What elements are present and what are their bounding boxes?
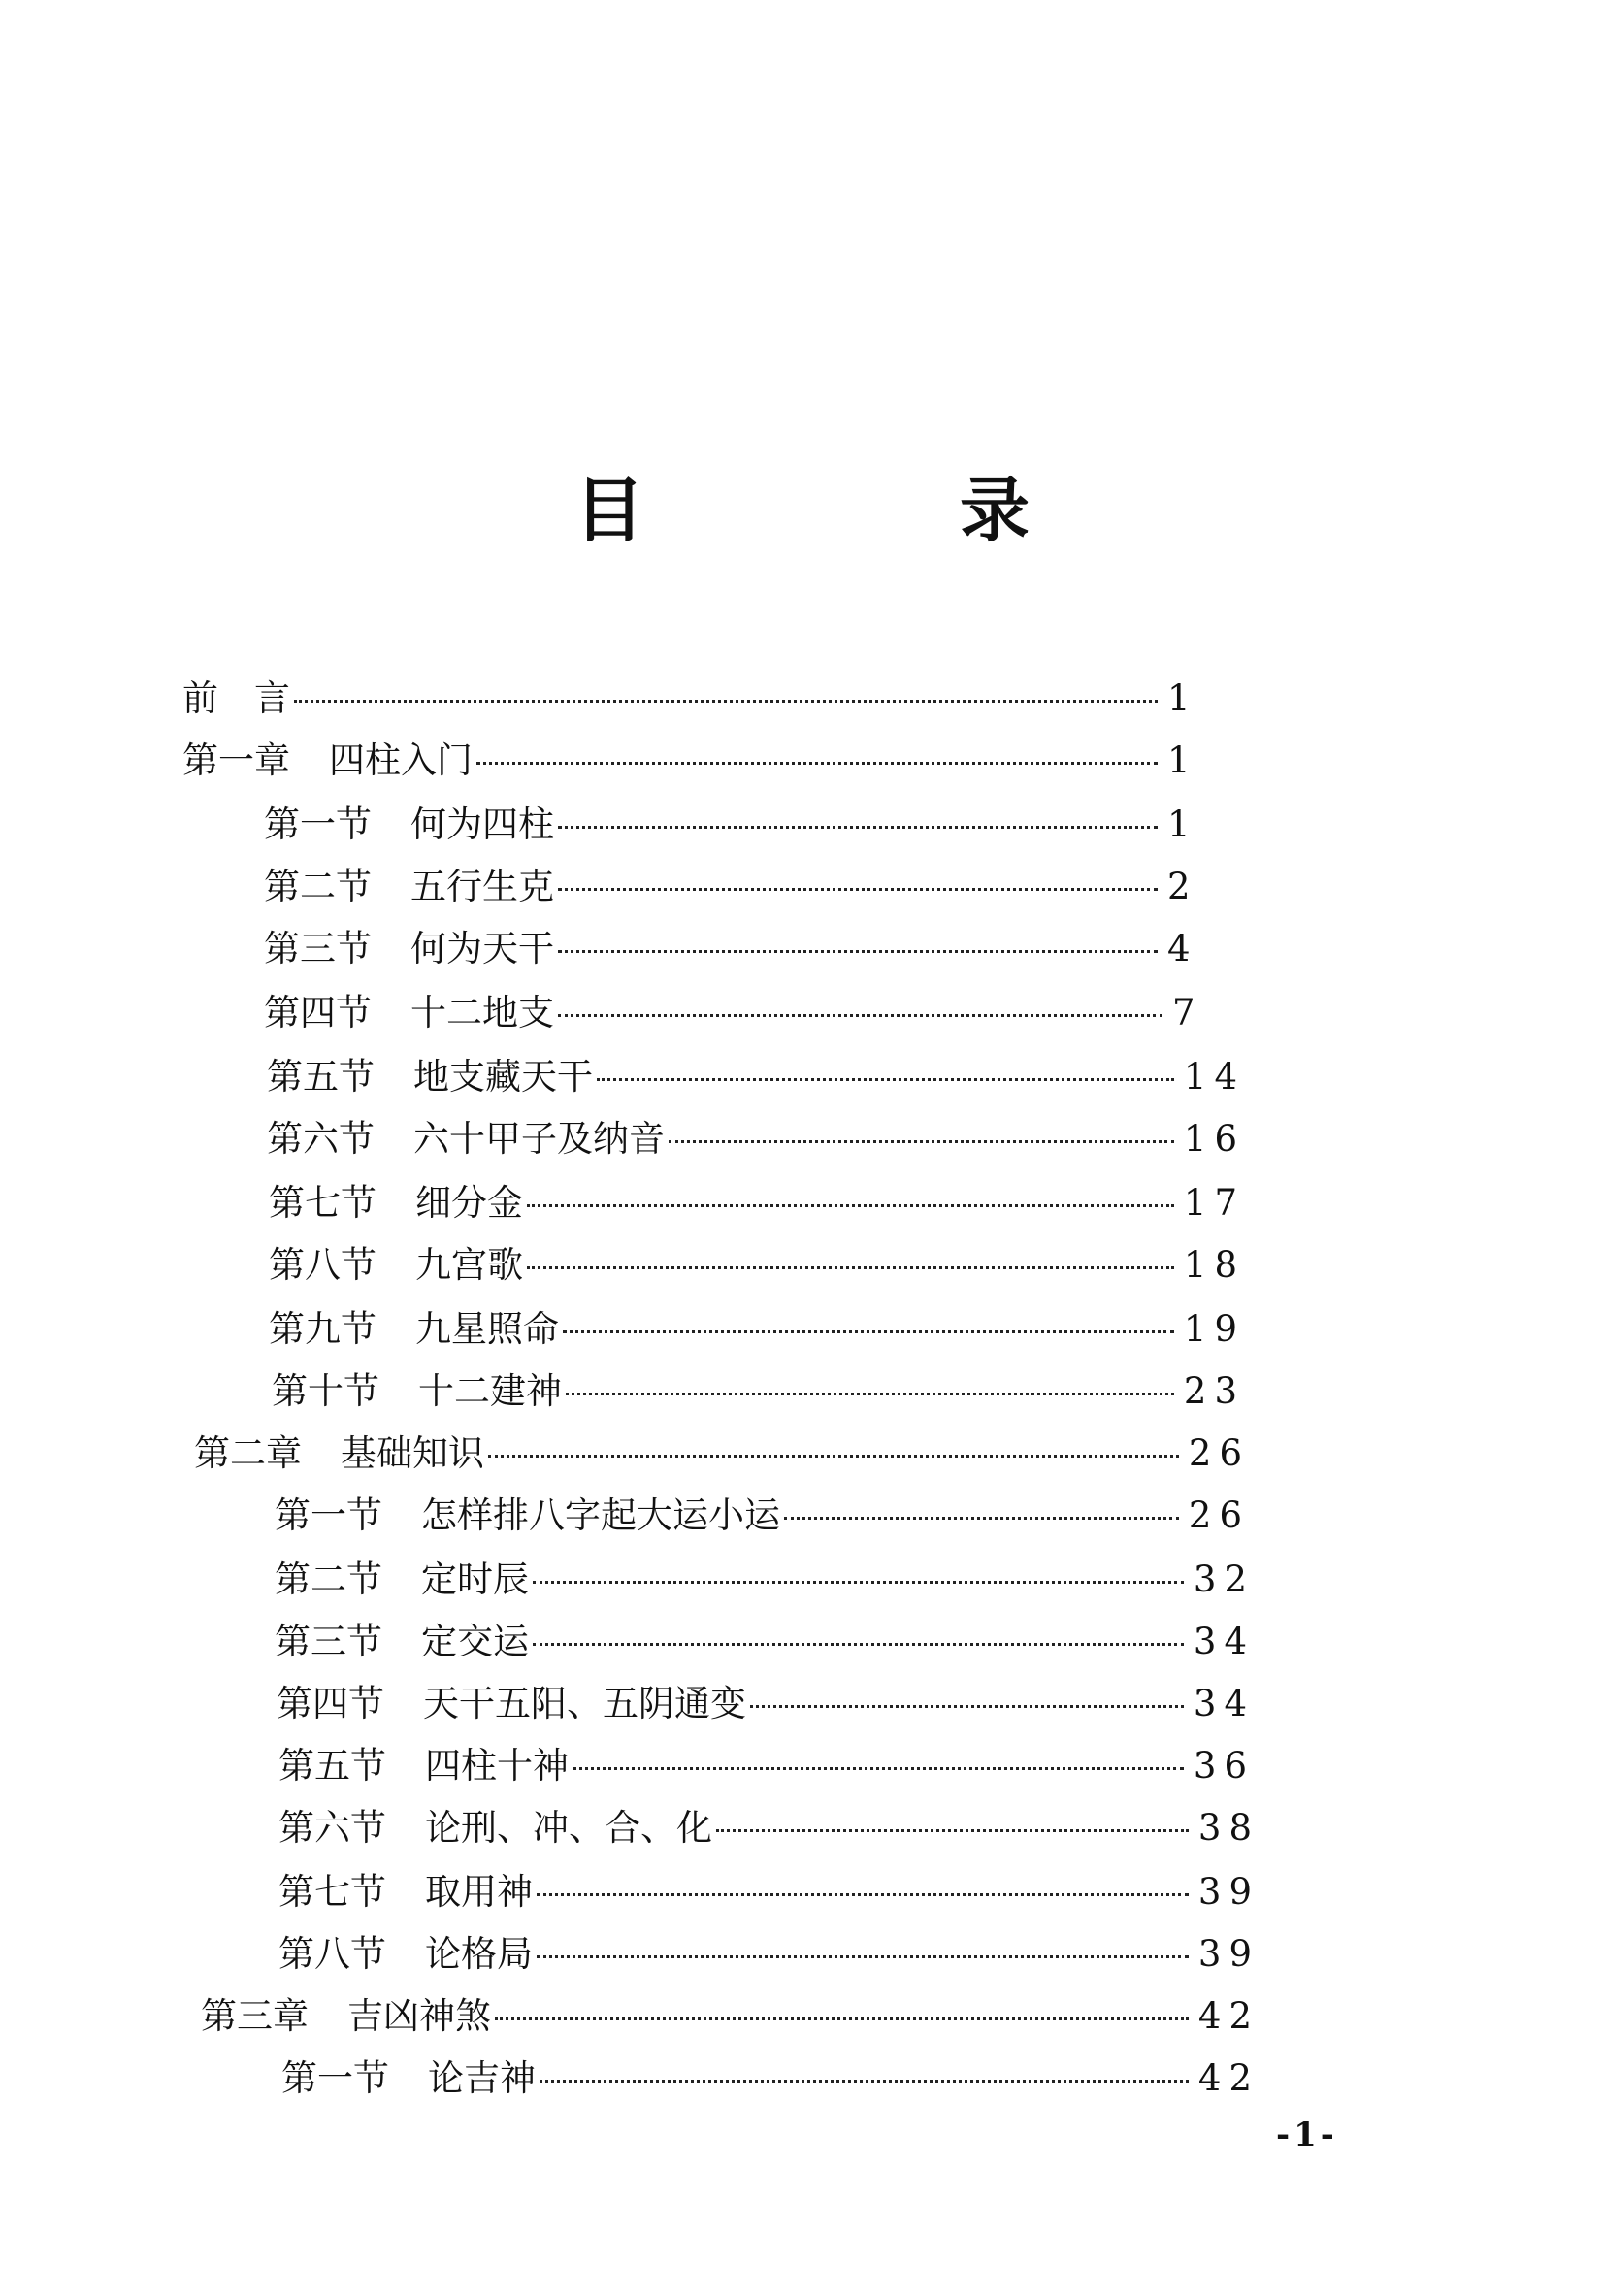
toc-entry-section[interactable] [278,1799,1260,1857]
toc-entry-title: 论刑、冲、合、化 [425,1807,712,1849]
toc-entry-number: 第十节 [272,1370,379,1412]
toc-entry-page: 42 [1197,2057,1260,2099]
toc-entry-number: 第八节 [278,1933,386,1975]
toc-entry-section[interactable] [269,1174,1245,1232]
toc-leader [527,1266,1174,1269]
toc-entry-number: 第九节 [269,1308,376,1350]
toc-leader [495,2017,1189,2020]
toc-entry-page: 7 [1172,992,1203,1033]
toc-leader [558,888,1158,891]
toc-leader [527,1204,1174,1207]
toc-entry-number: 前 言 [182,677,290,719]
toc-entry-number: 第六节 [267,1118,375,1160]
toc-entry-page: 23 [1183,1370,1245,1412]
page-number: -1- [1276,2116,1338,2154]
toc-entry-number: 第一章 [182,739,290,781]
toc-entry-section[interactable] [281,2050,1260,2108]
toc-entry-title: 何为四柱 [410,804,554,845]
toc-entry-section[interactable] [269,1300,1245,1359]
toc-entry-number: 第二节 [275,1558,382,1600]
toc-entry-page: 18 [1183,1244,1245,1286]
toc-entry-title: 九宫歌 [415,1244,523,1286]
toc-leader [558,826,1158,829]
toc-entry-title: 四柱十神 [425,1745,569,1787]
toc-entry-page: 38 [1197,1807,1260,1849]
toc-entry-number: 第一节 [281,2057,389,2099]
toc-leader [573,1767,1184,1770]
toc-entry-page: 39 [1197,1933,1260,1975]
toc-entry-title: 吉凶神煞 [347,1995,491,2037]
toc-entry-page: 1 [1167,677,1198,719]
toc-entry-section[interactable] [275,1487,1250,1545]
toc-entry-page: 26 [1188,1494,1250,1536]
toc-leader [533,1643,1184,1646]
toc-entry-number: 第四节 [264,992,372,1033]
toc-entry-section[interactable] [267,1048,1245,1106]
toc-entry-number: 第一节 [275,1494,382,1536]
toc-leader [537,1893,1189,1896]
toc-entry-section[interactable] [278,1925,1260,1984]
toc-entry-title: 基础知识 [341,1432,484,1474]
toc-entry-section[interactable] [264,858,1226,916]
toc-entry-preface[interactable] [182,670,1226,728]
toc-entry-section[interactable] [264,796,1226,854]
toc-entry-title: 十二建神 [418,1370,562,1412]
toc-entry-number: 第三章 [201,1995,309,2037]
toc-entry-chapter[interactable] [194,1425,1250,1483]
toc-entry-number: 第三节 [264,928,372,969]
toc-entry-title: 十二地支 [410,992,554,1033]
toc-leader [669,1140,1174,1143]
toc-entry-chapter[interactable] [201,1987,1260,2046]
toc-entry-title: 论格局 [425,1933,533,1975]
toc-entry-number: 第七节 [278,1871,386,1913]
toc-entry-title: 定时辰 [421,1558,529,1600]
toc-entry-page: 17 [1183,1182,1245,1224]
toc-entry-page: 32 [1193,1558,1255,1600]
toc-entry-chapter[interactable] [182,732,1226,790]
toc-entry-number: 第五节 [267,1056,375,1098]
toc-entry-number: 第四节 [277,1683,384,1724]
toc-entry-page: 36 [1193,1745,1255,1787]
toc-entry-title: 何为天干 [410,928,554,969]
toc-entry-title: 地支藏天干 [413,1056,593,1098]
toc-entry-number: 第二章 [194,1432,302,1474]
toc-entry-page: 42 [1197,1995,1260,2037]
toc-entry-page: 1 [1167,804,1198,845]
toc-leader [533,1581,1184,1584]
toc-entry-title: 天干五阳、五阴通变 [423,1683,746,1724]
toc-leader [563,1330,1174,1333]
toc-entry-number: 第七节 [269,1182,376,1224]
toc-leader [750,1705,1184,1708]
toc-entry-title: 定交运 [421,1621,529,1662]
toc-entry-number: 第六节 [278,1807,386,1849]
toc-leader [476,762,1158,765]
toc-entry-section[interactable] [278,1737,1255,1795]
toc-leader [566,1393,1174,1395]
toc-entry-page: 1 [1167,739,1198,781]
toc-leader [597,1078,1174,1081]
toc-entry-section[interactable] [264,984,1230,1042]
toc-entry-page: 39 [1197,1871,1260,1913]
toc-entry-number: 第三节 [275,1621,382,1662]
page-title: 目 录 [573,469,1176,551]
toc-entry-page: 16 [1183,1118,1245,1160]
toc-entry-number: 第八节 [269,1244,376,1286]
toc-leader [558,1014,1162,1017]
toc-entry-title: 怎样排八字起大运小运 [421,1494,780,1536]
toc-leader [488,1455,1179,1458]
toc-entry-title: 论吉神 [428,2057,536,2099]
toc-entry-section[interactable] [275,1551,1255,1609]
toc-leader [537,1955,1189,1958]
toc-entry-page: 34 [1193,1683,1255,1724]
toc-entry-page: 2 [1167,866,1198,907]
toc-entry-page: 34 [1193,1621,1255,1662]
toc-leader [294,700,1158,703]
toc-entry-page: 14 [1183,1056,1245,1098]
toc-entry-section[interactable] [272,1362,1245,1421]
toc-entry-page: 19 [1183,1308,1245,1350]
toc-entry-section[interactable] [267,1110,1245,1168]
toc-entry-title: 六十甲子及纳音 [413,1118,665,1160]
toc-entry-section[interactable] [264,920,1226,978]
toc-entry-title: 五行生克 [410,866,554,907]
toc-entry-section[interactable] [269,1236,1245,1295]
toc-leader [540,2080,1189,2083]
toc-leader [716,1829,1189,1832]
toc-entry-section[interactable] [275,1613,1255,1671]
toc-entry-section[interactable] [278,1863,1260,1921]
toc-entry-number: 第二节 [264,866,372,907]
toc-entry-number: 第一节 [264,804,372,845]
toc-entry-title: 九星照命 [415,1308,559,1350]
toc-entry-title: 四柱入门 [329,739,473,781]
toc-entry-number: 第五节 [278,1745,386,1787]
toc-leader [784,1517,1179,1520]
toc-leader [558,950,1158,953]
toc-entry-page: 26 [1188,1432,1250,1474]
toc-entry-title: 取用神 [425,1871,533,1913]
toc-entry-section[interactable] [277,1675,1255,1733]
toc-entry-title: 细分金 [415,1182,523,1224]
toc-entry-page: 4 [1167,928,1198,969]
